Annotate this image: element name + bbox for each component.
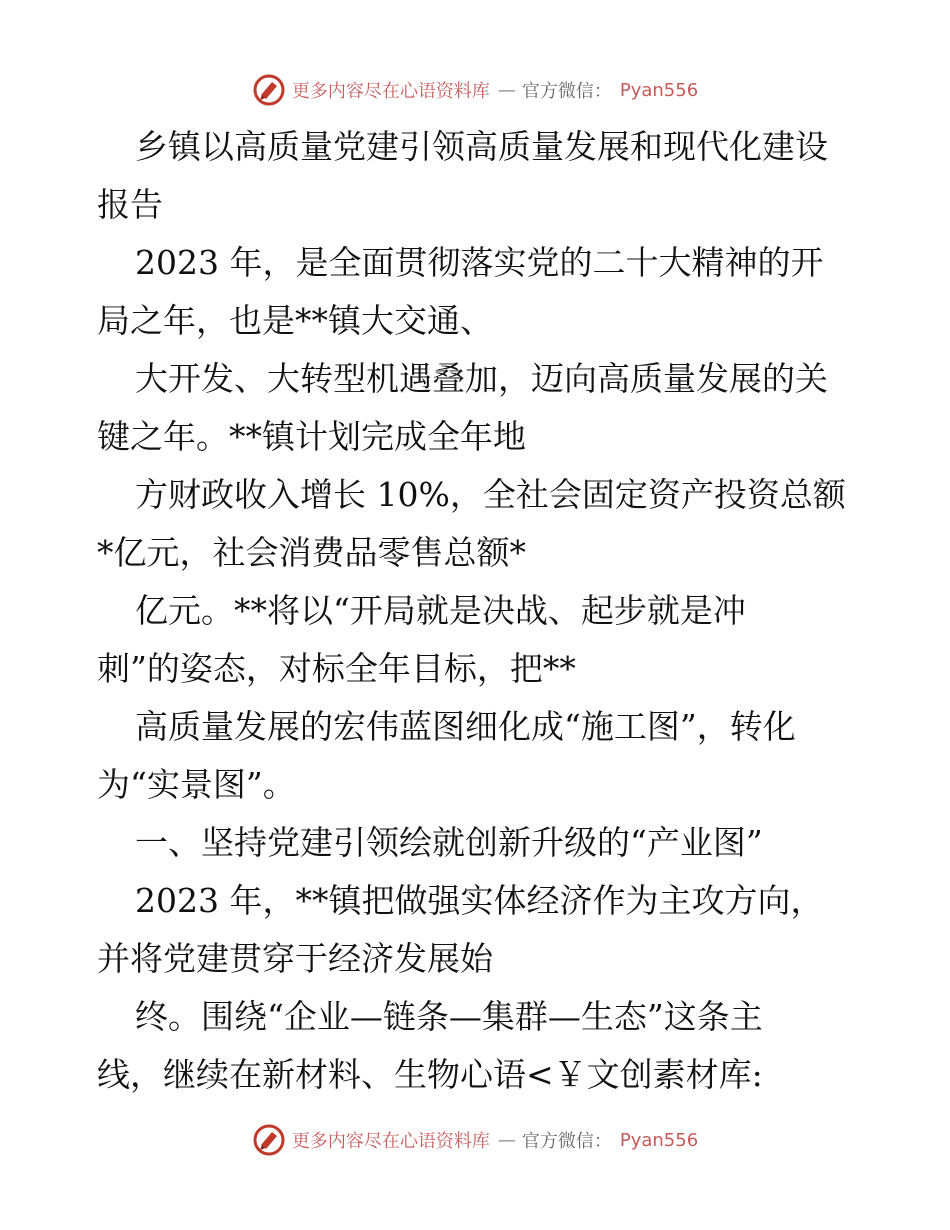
document-line: 为“实景图”。 [97,765,296,804]
banner-wechat-id: Pyan556 [619,1129,699,1151]
document-line: *亿元，社会消费品零售总额* [97,533,526,572]
document-line: 方财政收入增长 10%，全社会固定资产投资总额 [135,475,846,514]
document-line: 高质量发展的宏伟蓝图细化成“施工图”，转化 [135,707,796,746]
document-line: 线，继续在新材料、生物心语<￥文创素材库: [97,1055,763,1094]
red-seal-logo-icon [252,73,286,107]
red-seal-logo-icon [252,1123,286,1157]
document-line: 键之年。**镇计划完成全年地 [97,417,526,456]
document-line: 局之年，也是**镇大交通、 [97,301,493,340]
banner-wechat-label: 官方微信： [521,1131,612,1152]
section-heading: 一、坚持党建引领绘就创新升级的“产业图” [135,823,763,862]
banner-wechat-id: Pyan556 [619,79,699,101]
banner-separator: — [497,1129,516,1151]
banner-main-text: 更多内容尽在心语资料库 [291,81,490,102]
footer-banner [0,1120,950,1160]
document-line: 终。围绕“企业—链条—集群—生态”这条主 [135,997,763,1036]
document-line: 乡镇以高质量党建引领高质量发展和现代化建设 [135,127,828,166]
document-line: 报告 [97,185,163,224]
banner-separator: — [497,79,516,101]
document-body [97,118,867,1104]
document-line: 亿元。**将以“开局就是决战、起步就是冲 [135,591,746,630]
document-line: 大开发、大转型机遇叠加，迈向高质量发展的关 [135,359,828,398]
document-line: 刺”的姿态，对标全年目标，把** [97,649,576,688]
document-line: 2023 年，**镇把做强实体经济作为主攻方向， [135,881,824,920]
banner-wechat-label: 官方微信： [521,81,612,102]
header-banner [0,70,950,110]
document-line: 并将党建贯穿于经济发展始 [97,939,493,978]
banner-main-text: 更多内容尽在心语资料库 [291,1131,490,1152]
document-line: 2023 年，是全面贯彻落实党的二十大精神的开 [135,243,824,282]
